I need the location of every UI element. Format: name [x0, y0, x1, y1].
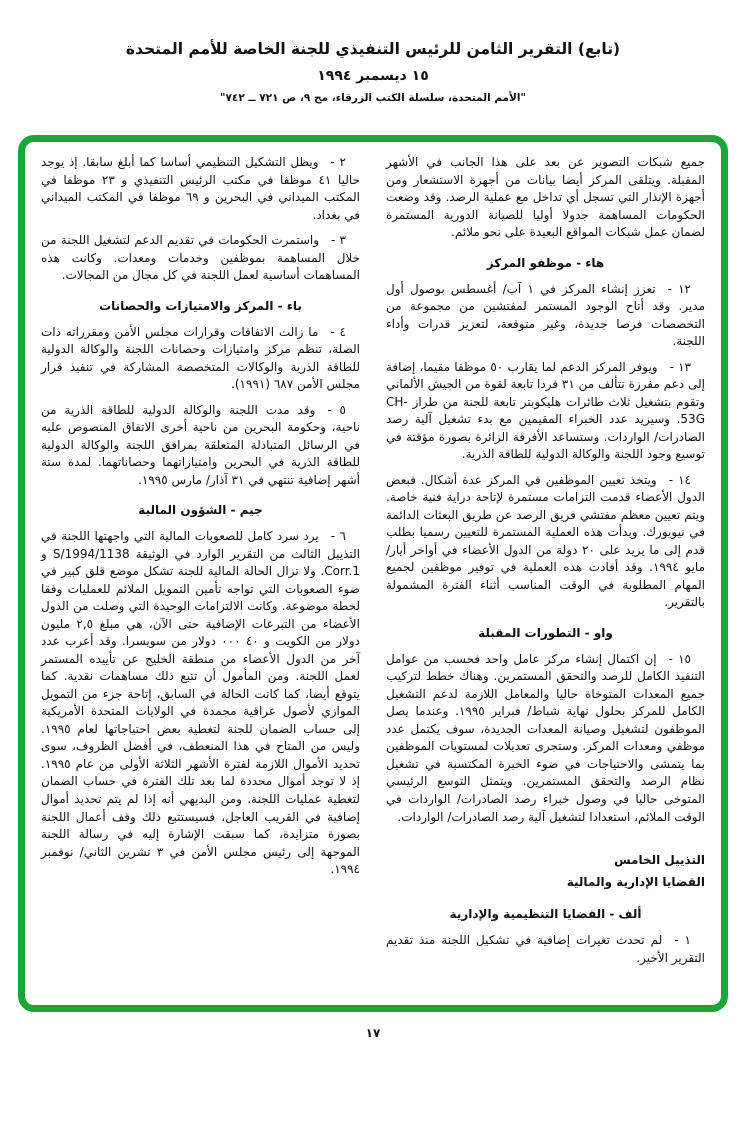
section-heading: باء - المركز والامتيازات والحصانات	[99, 298, 302, 313]
paragraph: ١ - لم تحدث تغيرات إضافية في تشكيل اللجنة منذ تقديم التقرير الأخير.	[386, 933, 705, 965]
section-heading: هاء - موظفو المركز	[486, 255, 605, 270]
content-border-box	[18, 135, 728, 1012]
paragraph: ١٥ - إن اكتمال إنشاء مركز عامل واحد فحسب من عوامل التنفيذ الكامل للرصد والتحقق المستمرين. وهناك خطط لتركيب جميع المعدات المتوخاة حاليا والمعامل اللازمة لدعم التشغيل الكامل للمركز بحلول نهاية شباط/ فبراير ١٩٩٥. وعندما يصل الموظفون لتشغيل وصيانة المعدات الجديدة، سوف يكتمل عدد موظفي ومعدات المركز. وستجرى تعديلات لمستويات الموظفين بما يتمشى والاحتياجات في ضوء الخبرة المكتسبة في تشغيل نظام الرصد والتحقق المستمرين. ويتمثل التوسع الرئيسي المتوخى حاليا في وصول خبراء رصد الصادرات/ الواردات في الوقت الملائم، استعدادا لتشغيل آلية رصد الصادرات/ الواردات.	[386, 651, 705, 824]
page-number: ١٧	[365, 1026, 381, 1040]
document-source-citation: "الأمم المتحدة، سلسلة الكتب الزرقاء، مج ٩، ص ٧٢١ ــ ٧٤٢"	[220, 92, 526, 104]
paragraph: ١٢ - تعزز إنشاء المركز في ١ آب/ أغسطس بوصول أول مدير. وقد أتاح الوجود المستمر لمفتشين من مجموعة من التخصصات فرصا جديدة، وغير متوقعة، لتعزيز قدرات وأداء اللجنة.	[386, 281, 705, 349]
section-heading: واو - التطورات المقبلة	[478, 625, 613, 640]
paragraph: جميع شبكات التصوير عن بعد على هذا الجانب في الأشهر المقبلة. ويتلقى المركز أيضا بيانات من أجهزة الاستشعار ومن أجهزة الإنذار التي تسجل أي تداخل مع عملية الرصد. وقد وضعت الحكومات المساهمة جدولا أوليا للصيانة الدورية المستمرة لضمان عمل شبكات المواقع البعيدة على نحو ملائم.	[386, 155, 705, 240]
paragraph: ٢ - ويظل التشكيل التنظيمي أساسا كما أبلغ سابقا. إذ يوجد حاليا ٤١ موظفا في مكتب الرئيس التنفيذي و ٢٣ موظفا في المكتب الميداني في البحرين و ٦٩ موظفا في المكتب الميداني في بغداد.	[41, 155, 360, 222]
paragraph: ٣ - واستمرت الحكومات في تقديم الدعم لتشغيل اللجنة من خلال المساهمة بموظفين وخدمات ومعدات. وكانت هذه المساهمات أساسية لعمل اللجنة في كل مجال من المجالات.	[41, 233, 360, 283]
paragraph: ٤ - ما زالت الاتفاقات وقرارات مجلس الأمن ومقرراته ذات الصلة، تنظم مركز وامتيازات وحصانات اللجنة والوكالة الدولية للطاقة الذرية والوكالات المتخصصة المشاركة في تنفيذ قرار مجلس الأمن ٦٨٧ (١٩٩١).	[41, 324, 360, 392]
text-column-left	[41, 154, 360, 995]
section-heading: ألف - القضايا التنظيمية والإدارية	[449, 907, 642, 922]
paragraph: ٥ - وقد مدت اللجنة والوكالة الدولية للطاقة الذرية من ناحية، وحكومة البحرين من ناحية أخرى الاتفاق المنصوص عليه في الرسائل المتبادلة المتعلقة بمرافق اللجنة والوكالة الدولية للطاقة الذرية في البحرين وامتيازاتهما وحصاناتهما. لمدة ستة أشهر إضافية تنتهي في ٣١ آذار/ مارس ١٩٩٥.	[41, 402, 360, 487]
two-column-layout	[25, 142, 721, 1005]
document-title: (تابع) التقرير الثامن للرئيس التنفيذي للجنة الخاصة للأمم المتحدة	[125, 40, 621, 58]
paragraph: ١٤ - ويتخذ تعيين الموظفين في المركز عدة أشكال. فبعض الدول الأعضاء قدمت التزامات مستمرة لإتاحة دراية فنية خاصة. ويتم تعيين معظم مفتشي فريق الرصد عن طريق البعثات الدائمة في نيويورك. وبدأت هذه العملية المستمرة للتعيين رسميا بطلب قدم إلى ما يزيد على ٢٠ دولة من الدول الأعضاء في أواخر أيار/ مايو ١٩٩٤. وقد أفادت هذه العملية في توفير موظفين لجميع المهام المطلوبة في الوقت المناسب أثناء الفترة المشمولة بالتقرير.	[386, 472, 706, 610]
document-header	[0, 40, 746, 104]
appendix-title-line: القضايا الإدارية والمالية	[566, 874, 705, 889]
document-date: ١٥ ديسمبر ١٩٩٤	[317, 68, 429, 84]
paragraph: ٦ - يرد سرد كامل للصعوبات المالية التي واجهتها اللجنة في التذييل الثالث من التقرير الوارد في الوثيقة S/1994/1138 و Corr.1. ولا تزال الحالة المالية للجنة تشكل موضع قلق كبير في ضوء الصعوبات التي تواجه تأمين التمويل الملائم للعمليات وفقا لخطة موضوعة. وكانت الالتزامات الوحيدة التي وصلت من الدول الأعضاء من التبرعات الإضافية حتى الآن، هي مبلغ ٢,٥ مليون دولار من الكويت و ٤٠ ٠٠٠ دولار من سويسرا. وقد أعرب عدد آخر من الدول الأعضاء من منطقة الخليج عن تأييده المستمر لعمل اللجنة. ومن المأمول أن تتبع ذلك مساهمات نقدية. كما يتوقع أيضا، كما كانت الحالة في السابق، إتاحة جزء من التمويل الموازي لأصول عراقية مجمدة في الولايات المتحدة الأمريكية إلى حساب الضمان للجنة لتغطية بعض احتياجاتها لعام ١٩٩٥. وليس من المتاح في هذا المنعطف، في أفضل الظروف، سوى تحديد الأموال اللازمة لفترة الأشهر الثلاثة الأولى من عام ١٩٩٥. إذ لا توجد أموال محددة لما بعد تلك الفترة في حساب الضمان لتغطية عمليات اللجنة. ومن البديهي أنه إذا لم يتم تحديد أموال إضافية في القريب العاجل، فسيستتبع ذلك وقف أعمال اللجنة بصورة متزايدة، كما سبقت الإشارة إليه في رسالة اللجنة الموجهة إلى رئيس مجلس الأمن في ٣ تشرين الثاني/ نوفمبر ١٩٩٤.	[41, 529, 360, 877]
paragraph: ١٣ - ويوفر المركز الدعم لما يقارب ٥٠ موظفا مقيما، إضافة إلى دعم مفرزة تتألف من ٣١ فردا تابعة لقوة من الجيش الألماني وتقوم بتشغيل ثلاث طائرات هليكوبتر تابعة للجنة من طراز CH-53G. وسيزيد عدد الخبراء المقيمين مع بدء تشغيل آلية رصد الصادرات/ الواردات. وستساعد الأفرقة الزائرة بصورة مؤقتة في توسيع وجود اللجنة والوكالة الدولية للطاقة الذرية.	[386, 359, 705, 462]
section-heading: جيم - الشؤون المالية	[138, 503, 263, 518]
appendix-title-line: التذييل الخامس	[614, 853, 705, 868]
text-column-right	[386, 154, 705, 995]
